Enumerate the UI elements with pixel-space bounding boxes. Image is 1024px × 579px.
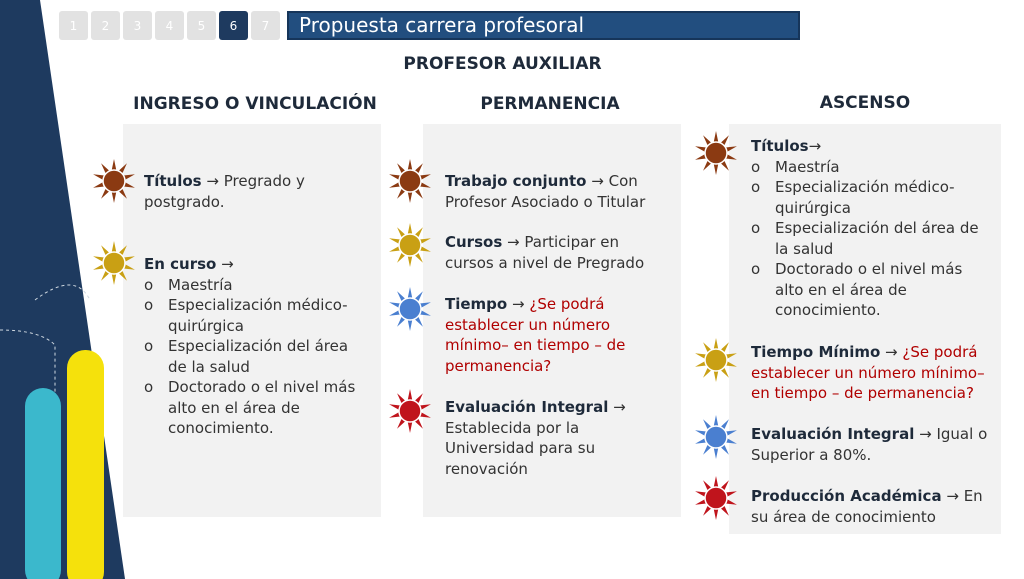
ingreso-item-titulos: Títulos → Pregrado y postgrado.: [144, 172, 305, 211]
ascenso-item-tiempo-minimo: Tiempo Mínimo → ¿Se podrá establecer un número mínimo– en tiempo – de permanencia?: [751, 343, 985, 402]
permanencia-item-evaluacion: Evaluación Integral → Establecida por la Universidad para su renovación: [445, 398, 626, 478]
list-item: o Especialización médico-quirúrgica: [751, 177, 991, 218]
heading-ascenso: ASCENSO: [819, 93, 911, 113]
sun-icon: [693, 130, 739, 176]
slide-tab-6[interactable]: 6: [219, 11, 248, 40]
ingreso-item-en-curso: En curso → o Maestría o Especialización médico-quirúrgica o Especialización del área de la salud o Doctorado o el nivel más alto en el área de conocimiento.: [144, 254, 369, 439]
list-item: o Doctorado o el nivel más alto en el área de conocimiento.: [751, 259, 991, 321]
slide-title: Propuesta carrera profesoral: [287, 11, 800, 40]
permanencia-item-tiempo: Tiempo → ¿Se podrá establecer un número mínimo– en tiempo – de permanencia?: [445, 295, 626, 375]
list-item: o Especialización del área de la salud: [144, 336, 369, 377]
slide-tab-1[interactable]: 1: [59, 11, 88, 40]
sun-icon: [693, 475, 739, 521]
permanencia-item-trabajo: Trabajo conjunto → Con Profesor Asociado o Titular: [445, 172, 646, 211]
ascenso-item-evaluacion: Evaluación Integral → Igual o Superior a 80%.: [751, 425, 988, 464]
slide-tab-4[interactable]: 4: [155, 11, 184, 40]
sun-icon: [387, 158, 433, 204]
sun-icon: [91, 240, 137, 286]
sun-icon: [387, 388, 433, 434]
heading-ingreso: INGRESO O VINCULACIÓN: [133, 94, 377, 114]
decorative-side-graphic: [0, 0, 140, 579]
sun-icon: [387, 286, 433, 332]
ascenso-item-produccion: Producción Académica → En su área de conocimiento: [751, 487, 983, 526]
slide-tabs: [59, 11, 280, 40]
heading-permanencia: PERMANENCIA: [480, 94, 620, 114]
slide-tab-7[interactable]: 7: [251, 11, 280, 40]
sun-icon: [693, 414, 739, 460]
ascenso-item-titulos: Títulos→ o Maestría o Especialización médico-quirúrgica o Especialización del área de la salud o Doctorado o el nivel más alto en el área de conocimiento.: [751, 136, 991, 321]
list-item: o Especialización del área de la salud: [751, 218, 991, 259]
slide-tab-3[interactable]: 3: [123, 11, 152, 40]
list-item: o Maestría: [751, 157, 991, 178]
list-item: o Maestría: [144, 275, 369, 296]
slide-subtitle: PROFESOR AUXILIAR: [403, 54, 602, 74]
sun-icon: [91, 158, 137, 204]
list-item: o Especialización médico-quirúrgica: [144, 295, 369, 336]
sun-icon: [387, 222, 433, 268]
permanencia-item-cursos: Cursos → Participar en cursos a nivel de Pregrado: [445, 233, 645, 272]
sun-icon: [693, 337, 739, 383]
slide-tab-5[interactable]: 5: [187, 11, 216, 40]
slide-tab-2[interactable]: 2: [91, 11, 120, 40]
list-item: o Doctorado o el nivel más alto en el área de conocimiento.: [144, 377, 369, 439]
